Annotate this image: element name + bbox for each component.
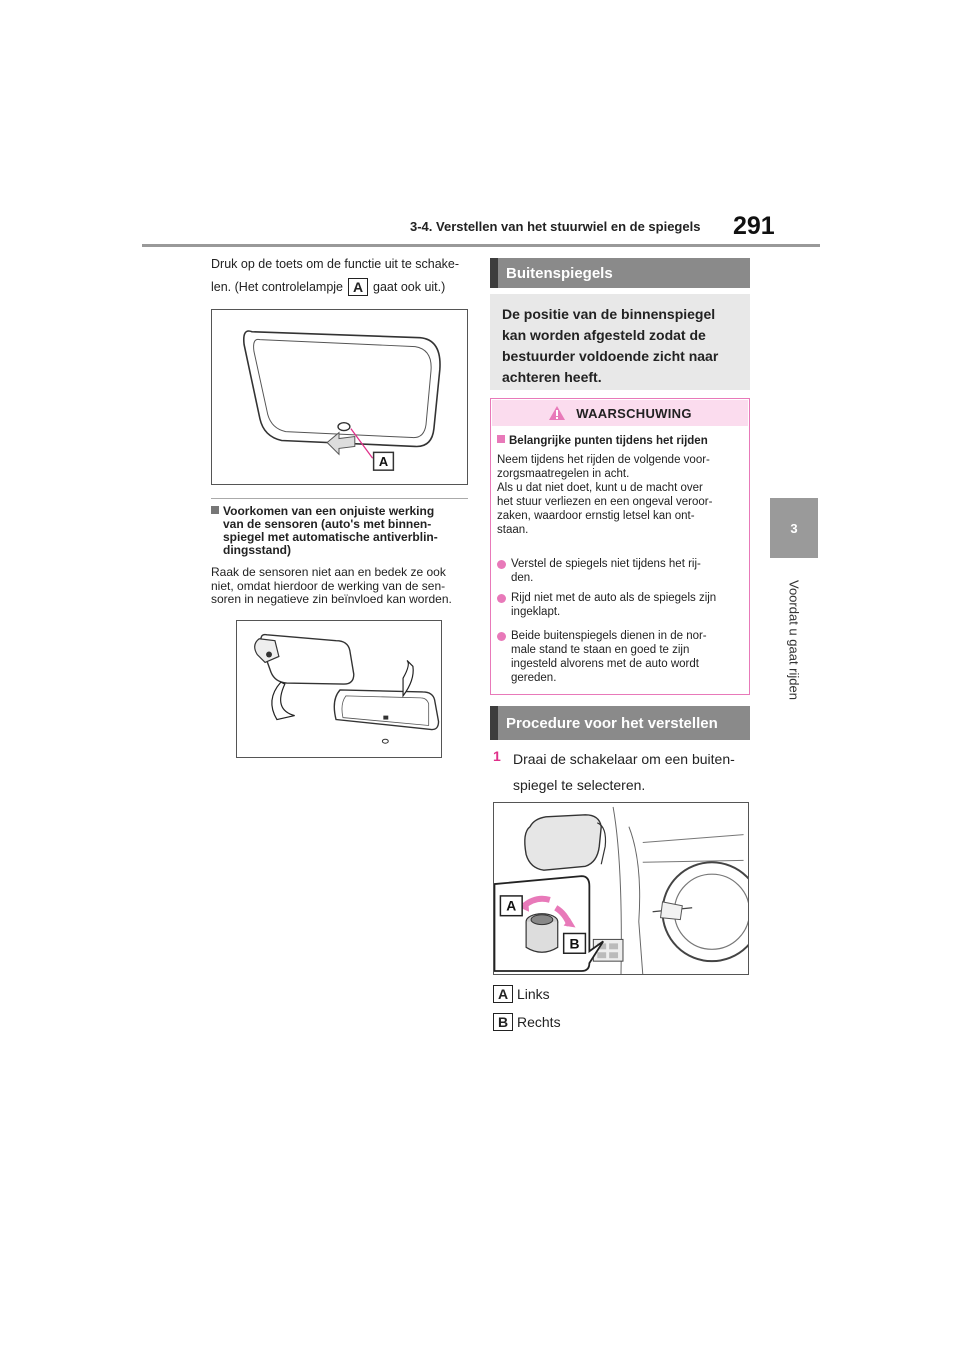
legend-text: Rechts bbox=[517, 1014, 561, 1030]
mirror-sensors-illustration bbox=[237, 621, 441, 757]
bullet-dot-icon bbox=[497, 560, 506, 569]
band-accent-bar bbox=[490, 706, 498, 740]
warning-body-line: zorgsmaatregelen in acht. bbox=[497, 468, 630, 480]
note-body-line: Raak de sensoren niet aan en bedek ze ook bbox=[211, 565, 446, 579]
intro-line: achteren heeft. bbox=[502, 369, 602, 385]
note-title-line: Voorkomen van een onjuiste werking bbox=[223, 504, 435, 518]
warning-bullet-2 bbox=[511, 591, 716, 619]
indicator-badge-a: A bbox=[348, 278, 368, 296]
bullet-dot-icon bbox=[497, 632, 506, 641]
note-square-icon bbox=[211, 506, 219, 514]
instruction-line-1: Druk op de toets om de functie uit te schake- bbox=[211, 257, 460, 271]
instruction-text-a: len. (Het controlelampje bbox=[211, 280, 344, 294]
band-title: Buitenspiegels bbox=[506, 264, 613, 282]
intro-box bbox=[490, 294, 750, 390]
warning-body-line: staan. bbox=[497, 524, 529, 536]
warning-bullet-3 bbox=[511, 629, 707, 685]
chapter-label-text: Voordat u gaat rijden bbox=[786, 580, 802, 700]
figure-1-callout-a: A bbox=[378, 454, 389, 470]
step-number: 1 bbox=[493, 748, 501, 764]
bullet-line: gereden. bbox=[511, 672, 557, 684]
warning-body bbox=[497, 453, 712, 537]
warning-subtitle: Belangrijke punten tijdens het rijden bbox=[509, 435, 708, 447]
note-body-line: niet, omdat hierdoor de werking van de sen- bbox=[211, 578, 446, 593]
chapter-tab: 3 bbox=[770, 498, 818, 558]
figure-mirror-sensors bbox=[236, 620, 442, 758]
note-title-line: dingsstand) bbox=[223, 543, 291, 557]
step-line: Draai de schakelaar om een buiten- bbox=[513, 751, 735, 767]
warning-triangle-icon bbox=[548, 405, 566, 421]
note-body-line: soren in negatieve zin beïnvloed kan worden. bbox=[211, 592, 452, 606]
warning-body-line: het stuur verliezen en een ongeval veroor- bbox=[497, 496, 713, 508]
section-band-buitenspiegels bbox=[490, 258, 750, 288]
intro-line: De positie van de binnenspiegel bbox=[502, 306, 716, 322]
step-line: spiegel te selecteren. bbox=[513, 777, 646, 793]
instruction-line-2 bbox=[211, 278, 445, 296]
warning-bullet-1 bbox=[511, 557, 701, 585]
band-accent-bar bbox=[490, 258, 498, 288]
header-rule bbox=[142, 244, 820, 247]
section-divider bbox=[211, 498, 468, 499]
instruction-text-b: gaat ook uit.) bbox=[373, 280, 446, 294]
note-title-line: van de sensoren (auto's met binnen- bbox=[223, 517, 432, 531]
bullet-line: den. bbox=[511, 572, 534, 584]
figure-inner-mirror-indicator bbox=[211, 309, 468, 485]
warning-header bbox=[492, 400, 748, 426]
legend-item-rechts bbox=[493, 1013, 561, 1031]
note-title bbox=[211, 505, 438, 557]
legend-badge-b: B bbox=[493, 1013, 513, 1031]
warning-box bbox=[490, 398, 750, 695]
warning-square-icon bbox=[497, 435, 505, 443]
legend-item-links bbox=[493, 985, 550, 1003]
warning-body-line: zaken, waardoor ernstig letsel kan ont- bbox=[497, 510, 695, 522]
note-body bbox=[211, 566, 452, 607]
bullet-line: Beide buitenspiegels dienen in de nor- bbox=[511, 630, 707, 642]
figure-3-callout-b: B bbox=[569, 935, 580, 952]
bullet-line: ingeklapt. bbox=[511, 606, 561, 618]
bullet-line: Verstel de spiegels niet tijdens het rij- bbox=[511, 558, 701, 570]
section-title: 3-4. Verstellen van het stuurwiel en de spiegels bbox=[410, 219, 701, 234]
warning-body-line: Als u dat niet doet, kunt u de macht over bbox=[497, 482, 703, 494]
warning-title: WAARSCHUWING bbox=[576, 405, 692, 421]
intro-line: bestuurder voldoende zicht naar bbox=[502, 348, 719, 364]
chapter-label bbox=[770, 565, 818, 715]
intro-line: kan worden afgesteld zodat de bbox=[502, 327, 706, 343]
inner-mirror-illustration bbox=[212, 310, 467, 484]
section-band-procedure bbox=[490, 706, 750, 740]
warning-subtitle-row bbox=[497, 434, 708, 448]
legend-text: Links bbox=[517, 986, 550, 1002]
warning-body-line: Neem tijdens het rijden de volgende voor- bbox=[497, 454, 710, 466]
bullet-line: ingesteld alvorens met de auto wordt bbox=[511, 658, 699, 670]
page-number: 291 bbox=[733, 212, 775, 240]
figure-3-callout-a: A bbox=[506, 897, 517, 914]
figure-mirror-switch bbox=[493, 802, 749, 975]
bullet-line: male stand te staan en goed te zijn bbox=[511, 644, 690, 656]
legend-badge-a: A bbox=[493, 985, 513, 1003]
band-title: Procedure voor het verstellen bbox=[506, 714, 718, 732]
mirror-switch-illustration bbox=[494, 803, 748, 974]
bullet-line: Rijd niet met de auto als de spiegels zijn bbox=[511, 592, 717, 604]
bullet-dot-icon bbox=[497, 594, 506, 603]
step-text bbox=[513, 746, 753, 798]
note-title-line: spiegel met automatische antiverblin- bbox=[223, 530, 438, 544]
